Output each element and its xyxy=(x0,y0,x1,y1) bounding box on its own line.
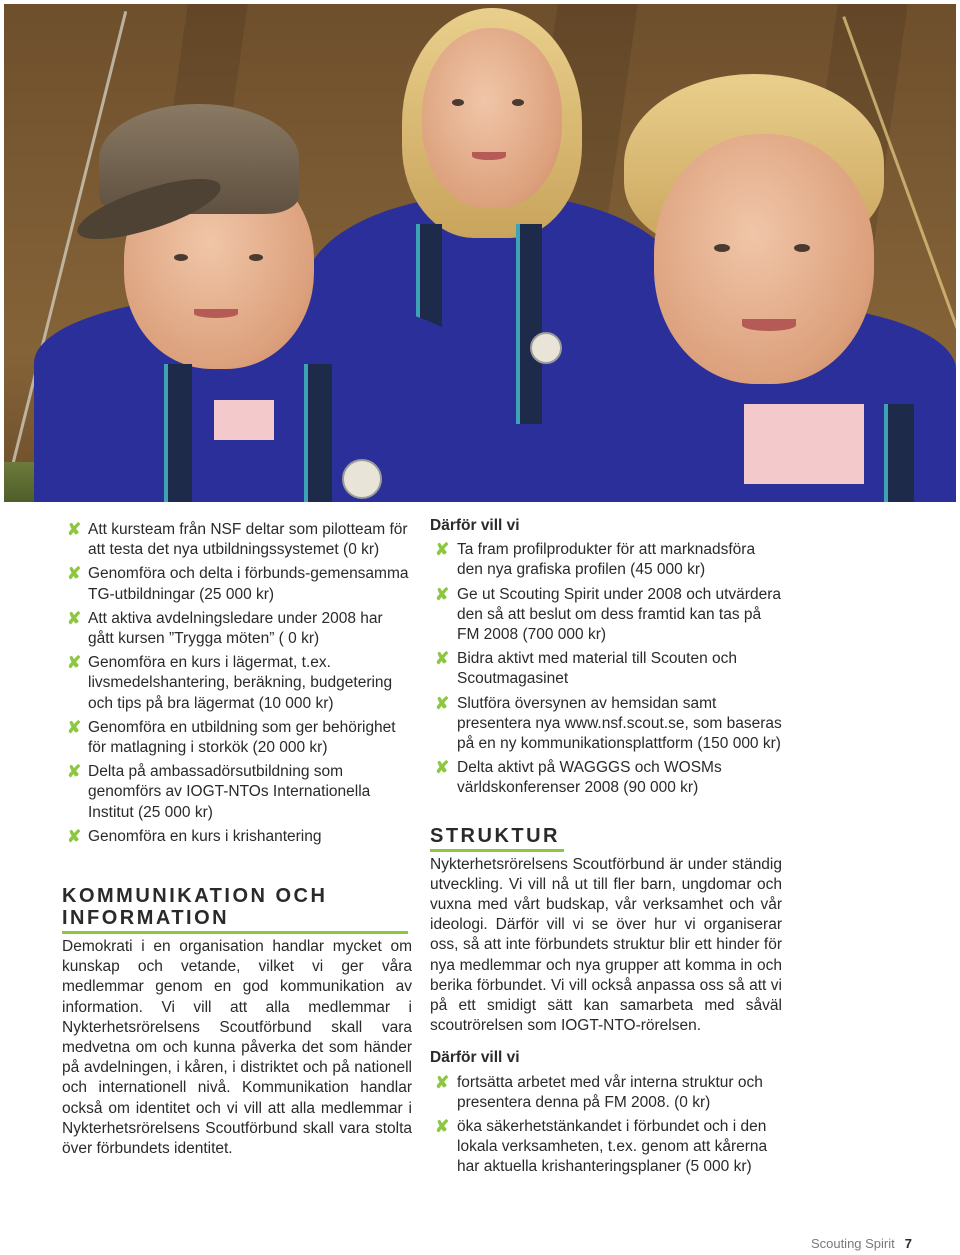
list-item: ✘ Ge ut Scouting Spirit under 2008 och utvärdera den så att beslut om dess framtid kan tas på FM 2008 (700 000 kr) xyxy=(435,584,781,644)
list-item: ✘ Delta aktivt på WAGGGS och WOSMs världskonferenser 2008 (90 000 kr) xyxy=(435,758,722,797)
right-column xyxy=(430,516,782,1182)
check-cross-mark-icon: ✘ xyxy=(435,693,450,713)
check-cross-mark-icon: ✘ xyxy=(67,717,82,737)
check-cross-mark-icon: ✘ xyxy=(435,649,450,669)
list-item: ✘ Genomföra och delta i förbunds-gemensamma TG-utbildningar (25 000 kr) xyxy=(67,564,409,603)
check-cross-mark-icon: ✘ xyxy=(435,540,450,560)
section-title-kommunikation: KOMMUNIKATION OCH INFORMATION xyxy=(62,885,408,934)
check-cross-mark-icon: ✘ xyxy=(67,608,82,628)
check-cross-mark-icon: ✘ xyxy=(435,1072,450,1092)
communication-goals-list xyxy=(430,540,782,798)
check-cross-mark-icon: ✘ xyxy=(67,826,82,846)
list-item: ✘ öka säkerhetstänkandet i förbundet och i den lokala verksamheten, t.ex. genom att kårerna har aktuella krishanteringsplaner (5 000 kr) xyxy=(435,1117,768,1176)
list-item: ✘ Genomföra en utbildning som ger behörighet för matlagning i storkök (20 000 kr) xyxy=(67,717,396,757)
check-cross-mark-icon: ✘ xyxy=(67,762,82,782)
check-cross-mark-icon: ✘ xyxy=(435,1117,450,1137)
page-footer xyxy=(811,1236,912,1251)
check-cross-mark-icon: ✘ xyxy=(67,564,82,584)
list-item: ✘ Att aktiva avdelningsledare under 2008 har gått kursen ”Trygga möten” ( 0 kr) xyxy=(67,608,383,648)
publication-name: Scouting Spirit xyxy=(810,1236,895,1251)
check-cross-mark-icon: ✘ xyxy=(435,584,450,604)
check-cross-mark-icon: ✘ xyxy=(67,653,82,673)
scouts-photo xyxy=(4,4,956,502)
struktur-paragraph: Nykterhetsrörelsens Scoutförbund är under ständig utveckling. Vi vill nå ut till fler barn, ungdomar och vuxna med vårt budskap, vår verksamhet och vår ideologi. Därför vill vi se över hur vi organiserar oss, så att inte förbundets struktur blir ett hinder för nya medlemmar och nya grupper att komma in och berika förbundet. Vi vill också anpassa oss så att vi på ett smidigt sätt kan samarbeta med såväl scoutrörelsen som IOGT-NTO-rörelsen. xyxy=(430,855,782,1035)
list-item: ✘ Ta fram profilprodukter för att marknadsföra den nya grafiska profilen (45 000 kr) xyxy=(435,540,756,579)
left-column xyxy=(62,516,412,1159)
list-item: ✘ fortsätta arbetet med vår interna struktur och presentera denna på FM 2008. (0 kr) xyxy=(435,1072,763,1111)
section-title-struktur: STRUKTUR xyxy=(430,825,564,852)
kommunikation-paragraph: Demokrati i en organisation handlar mycket om kunskap och vetande, vilket vi ger våra medlemmar genom en god kommunikation av information. Vi vill att alla medlemmar i Nykterhetsrörelsens Scoutförbund skall vara medvetna om och kunna påverka det som händer på avdelningen, i kåren, i distriktet och på nationell och internationell nivå. Kommunikation handlar också om identitet och vi vill att alla medlemmar i Nykterhetsrörelsens Scoutförbund skall vara stolta över förbundets identitet. xyxy=(62,938,412,1158)
subhead-darfor-vill-vi-2: Därför vill vi xyxy=(430,1049,520,1067)
goals-list xyxy=(62,520,412,847)
subhead-darfor-vill-vi: Därför vill vi xyxy=(430,517,520,534)
list-item: ✘ Slutföra översynen av hemsidan samt presentera nya www.nsf.scout.se, som baseras på en ny kommunikationsplattform (150 000 kr) xyxy=(435,693,782,753)
list-item: ✘ Delta på ambassadörsutbildning som genomförs av IOGT-NTOs Internationella Institut (25 000 kr) xyxy=(67,762,371,821)
list-item: ✘ Att kursteam från NSF deltar som pilotteam för att testa det nya utbildningssystemet (0 kr) xyxy=(67,520,408,559)
list-item: ✘ Genomföra en kurs i lägermat, t.ex. livsmedelshantering, beräkning, budgetering och tips på bra lägermat (10 000 kr) xyxy=(67,653,393,712)
check-cross-mark-icon: ✘ xyxy=(67,520,82,539)
check-cross-mark-icon: ✘ xyxy=(435,758,450,778)
list-item: ✘ Bidra aktivt med material till Scouten och Scoutmagasinet xyxy=(435,649,737,688)
structure-goals-list xyxy=(430,1073,782,1178)
page-number: 7 xyxy=(904,1236,912,1251)
list-item: ✘ Genomföra en kurs i krishantering xyxy=(67,826,322,846)
